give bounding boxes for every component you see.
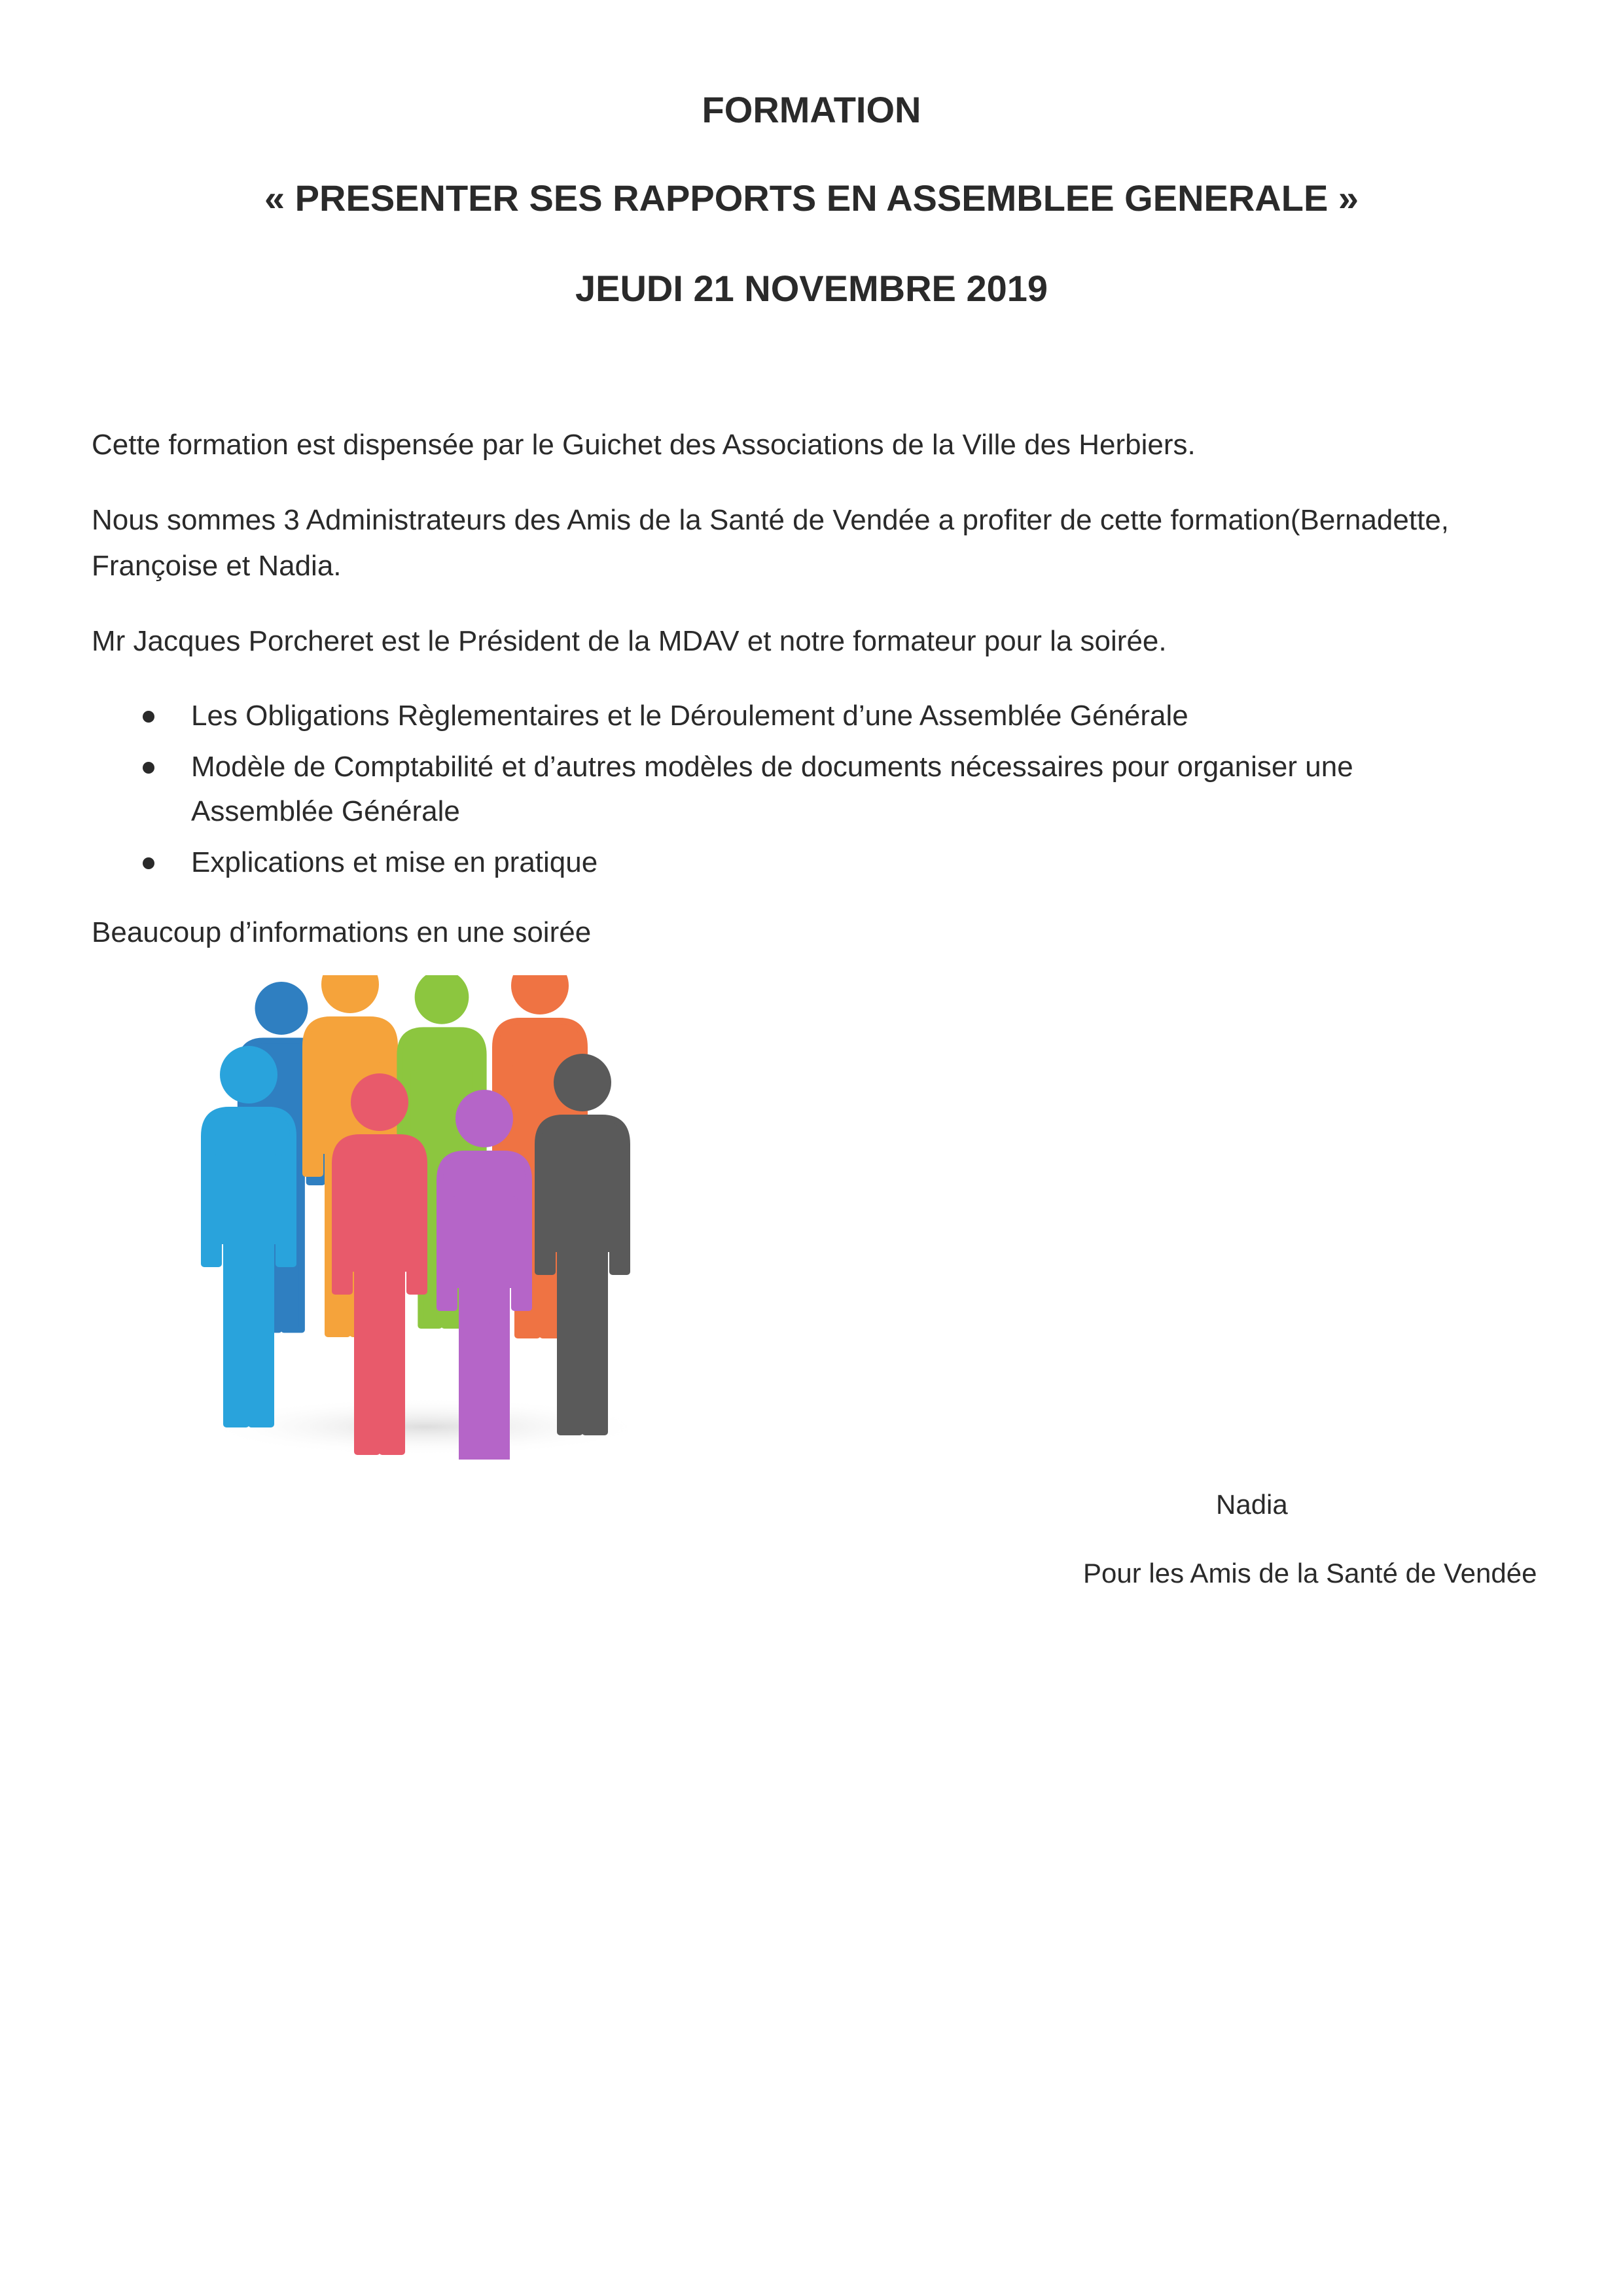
paragraph-trainer: Mr Jacques Porcheret est le Président de la MDAV et notre formateur pour la soirée. — [92, 625, 1167, 657]
list-item-text: Modèle de Comptabilité et d’autres modèles de documents nécessaires pour organiser une Assemblée Générale — [191, 751, 1353, 827]
list-item-text: Les Obligations Règlementaires et le Déroulement d’une Assemblée Générale — [191, 700, 1188, 732]
topics-list — [92, 694, 1466, 891]
list-item-text: Explications et mise en pratique — [191, 846, 598, 878]
bullet-icon — [143, 711, 154, 723]
list-item — [92, 840, 1466, 885]
paragraph-intro: Cette formation est dispensée par le Guichet des Associations de la Ville des Herbiers. — [92, 429, 1196, 461]
document-subtitle: « PRESENTER SES RAPPORTS EN ASSEMBLEE GENERALE » — [264, 177, 1359, 219]
bullet-icon — [143, 762, 154, 774]
paragraph-participants: Nous sommes 3 Administrateurs des Amis de la Santé de Vendée a profiter de cette formation(Bernadette, Françoise et Nadia. — [92, 504, 1450, 582]
list-item — [92, 745, 1466, 834]
group-of-people-icon — [190, 975, 661, 1460]
closing-line: Beaucoup d’informations en une soirée — [92, 916, 592, 948]
event-date: JEUDI 21 NOVEMBRE 2019 — [575, 268, 1048, 309]
signature-organization: Pour les Amis de la Santé de Vendée — [1083, 1558, 1537, 1588]
bullet-icon — [143, 857, 154, 869]
document-title: FORMATION — [702, 89, 921, 130]
list-item — [92, 694, 1466, 738]
signature-name: Nadia — [1216, 1489, 1288, 1520]
